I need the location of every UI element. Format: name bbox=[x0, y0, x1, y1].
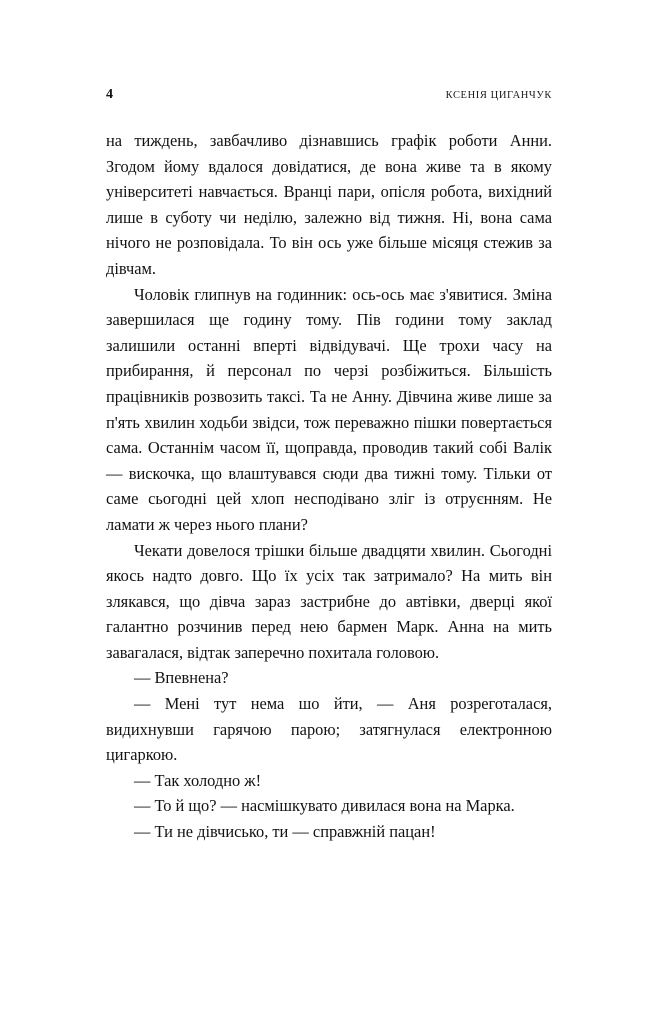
page-number: 4 bbox=[106, 87, 113, 102]
dialogue-line: — Впевнена? bbox=[134, 668, 229, 688]
running-head bbox=[106, 88, 552, 106]
paragraph: Чекати довелося трішки більше двадцяти хвилин. Сьогодні якось надто довго. Що їх усіх так затримало? На мить він злякався, що дівча зараз застрибне до автівки, дверці якої галантно розчинив перед нею бармен Марк. Анна на мить завагалася, відтак заперечно похитала головою. bbox=[106, 540, 552, 662]
paragraph: Чоловік глипнув на годинник: ось-ось має з'явитися. Зміна завершилася ще годину тому. Пів години тому заклад залишили останні вперті відвідувачі. Ще трохи часу на прибирання, й персонал по черзі розбіжиться. Більшість працівників розвозить таксі. Та не Анну. Дівчина живе лише за п'ять хвилин ходьби звідси, тож переважно пішки повертається сама. Останнім часом її, щоправда, проводив такий собі Валік — вискочка, що влаштувався сюди два тижні тому. Тільки от саме сьогодні цей хлоп несподівано зліг із отруєнням. Не ламати ж через нього плани? bbox=[106, 284, 552, 534]
dialogue-line: — Ти не дівчисько, ти — справжній пацан! bbox=[134, 822, 436, 842]
dialogue-line: — Мені тут нема шо йти, — Аня розреготалася, видихнувши гарячою парою; затягнулася електронною цигаркою. bbox=[106, 694, 552, 765]
page-body bbox=[106, 128, 552, 845]
dialogue-line: — Так холодно ж! bbox=[134, 770, 262, 790]
dialogue-line: — То й що? — насмішкувато дивилася вона на Марка. bbox=[134, 796, 515, 816]
running-title: КСЕНІЯ ЦИГАНЧУК bbox=[445, 90, 552, 101]
paragraph: на тиждень, завбачливо дізнавшись графік роботи Анни. Згодом йому вдалося довідатися, де вона живе та в якому університеті навчається. Вранці пари, опісля робота, вихідний лише в суботу чи неділю, залежно від тижня. Ні, вона сама нічого не розповідала. То він ось уже більше місяця стежив за дівчам. bbox=[106, 131, 552, 278]
